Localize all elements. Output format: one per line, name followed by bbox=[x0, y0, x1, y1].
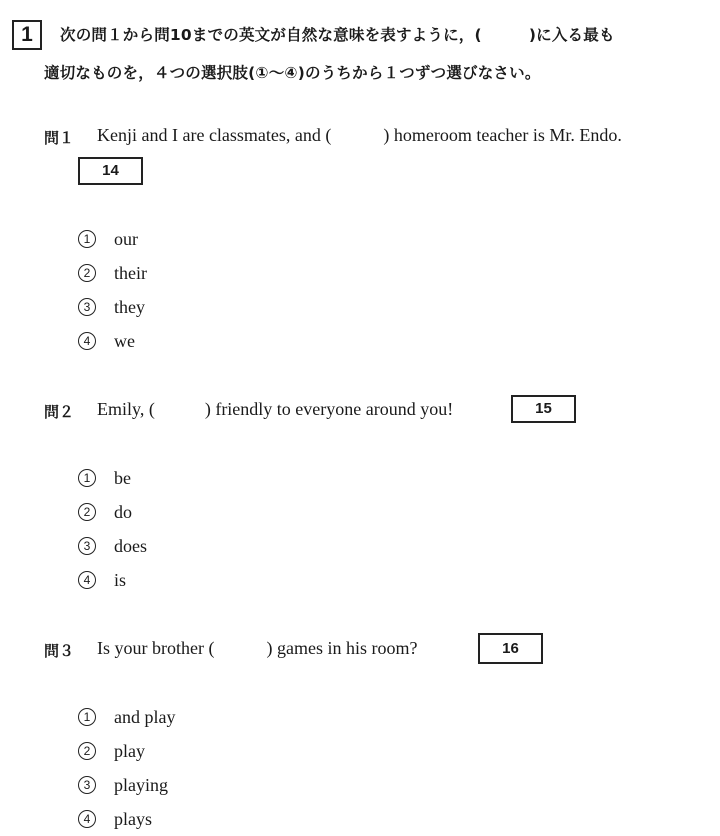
choice-number-circle: 3 bbox=[78, 776, 96, 794]
choice-number-circle: 3 bbox=[78, 298, 96, 316]
question-3-text bbox=[97, 638, 417, 659]
choice-text: playing bbox=[114, 774, 168, 795]
question-1-label: 問１ bbox=[44, 129, 75, 147]
question-2-text-before: Emily, ( bbox=[97, 399, 155, 419]
question-3-choice-4[interactable] bbox=[78, 808, 152, 830]
question-1-choice-2[interactable] bbox=[78, 262, 147, 284]
choice-text: is bbox=[114, 569, 127, 590]
choice-text: be bbox=[114, 467, 131, 488]
question-2-text bbox=[97, 399, 453, 420]
question-3-text-after: ) games in his room? bbox=[266, 638, 418, 658]
question-3-choice-2[interactable] bbox=[78, 740, 145, 762]
choice-text: does bbox=[114, 535, 147, 556]
choice-text: do bbox=[114, 501, 132, 522]
choice-number-circle: 1 bbox=[78, 469, 96, 487]
choice-number-circle: 1 bbox=[78, 230, 96, 248]
question-2-choice-4[interactable] bbox=[78, 569, 126, 591]
choice-text: and play bbox=[114, 706, 176, 727]
choice-text: we bbox=[114, 330, 135, 351]
question-1-text-before: Kenji and I are classmates, and ( bbox=[97, 125, 332, 145]
instruction-line-2: 適切なものを，４つの選択肢(①～④)のうちから１つずつ選びなさい。 bbox=[44, 64, 541, 82]
question-1-answer-box: 14 bbox=[78, 157, 143, 185]
question-2-choice-3[interactable] bbox=[78, 535, 147, 557]
question-2-choice-2[interactable] bbox=[78, 501, 132, 523]
question-3-text-before: Is your brother ( bbox=[97, 638, 215, 658]
question-3-choice-1[interactable] bbox=[78, 706, 175, 728]
question-1-choice-4[interactable] bbox=[78, 330, 135, 352]
choice-text: play bbox=[114, 740, 145, 761]
question-3-answer-box: 16 bbox=[478, 633, 543, 664]
choice-number-circle: 2 bbox=[78, 742, 96, 760]
instruction-line-1: 次の問１から問10までの英文が自然な意味を表すように，( )に入る最も bbox=[60, 26, 615, 44]
choice-text: our bbox=[114, 228, 138, 249]
question-1-choice-3[interactable] bbox=[78, 296, 145, 318]
question-2-choice-1[interactable] bbox=[78, 467, 131, 489]
question-1-choice-1[interactable] bbox=[78, 228, 138, 250]
question-1-text-after: ) homeroom teacher is Mr. Endo. bbox=[383, 125, 622, 145]
question-2-label: 問２ bbox=[44, 403, 75, 421]
choice-text: they bbox=[114, 296, 145, 317]
question-2-answer-box: 15 bbox=[511, 395, 576, 423]
question-3-label: 問３ bbox=[44, 642, 75, 660]
question-2-text-after: ) friendly to everyone around you! bbox=[204, 399, 454, 419]
choice-number-circle: 3 bbox=[78, 537, 96, 555]
choice-number-circle: 2 bbox=[78, 264, 96, 282]
choice-number-circle: 4 bbox=[78, 332, 96, 350]
choice-number-circle: 1 bbox=[78, 708, 96, 726]
choice-text: their bbox=[114, 262, 147, 283]
choice-number-circle: 2 bbox=[78, 503, 96, 521]
question-1-text bbox=[97, 125, 622, 146]
choice-text: plays bbox=[114, 808, 152, 829]
question-3-choice-3[interactable] bbox=[78, 774, 168, 796]
choice-number-circle: 4 bbox=[78, 810, 96, 828]
section-number-box: 1 bbox=[12, 20, 42, 50]
choice-number-circle: 4 bbox=[78, 571, 96, 589]
